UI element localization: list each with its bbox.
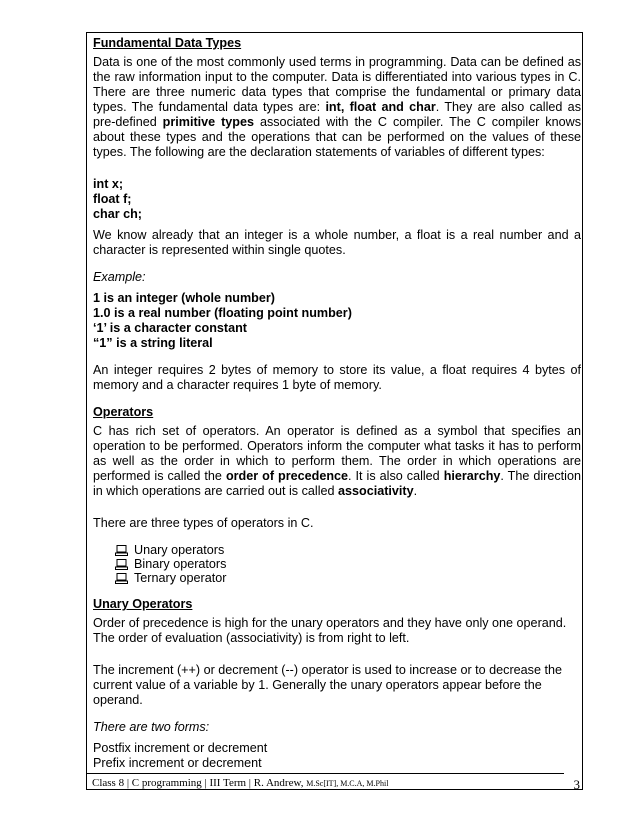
example-label: Example: bbox=[93, 270, 146, 284]
example-line: “1” is a string literal bbox=[93, 336, 213, 350]
computer-icon bbox=[115, 545, 128, 556]
paragraph-operators-intro: C has rich set of operators. An operator is defined as a symbol that specifies an operation to be performed. Operators inform the computer what tasks it has to perform as well as the order in which to perform them. The order in which operations are performed is called the order of precedence. It is also called hierarchy. The direction in which operations are carried out is called associativity. bbox=[93, 424, 581, 498]
paragraph-memory-sizes: An integer requires 2 bytes of memory to store its value, a float requires 4 bytes of memory and a character requires 1 byte of memory. bbox=[93, 363, 581, 392]
list-item: Binary operators bbox=[115, 557, 581, 571]
document-body bbox=[93, 36, 581, 771]
paragraph-types-explained: We know already that an integer is a whole number, a float is a real number and a character is represented within single quotes. bbox=[93, 228, 581, 257]
footer-divider bbox=[86, 773, 564, 774]
operator-types-list bbox=[93, 543, 581, 585]
heading-operators: Operators bbox=[93, 405, 154, 419]
declaration-int: int x; bbox=[93, 177, 124, 191]
example-line: 1.0 is a real number (floating point number) bbox=[93, 306, 352, 320]
example-line: ‘1’ is a character constant bbox=[93, 321, 247, 335]
list-item: Ternary operator bbox=[115, 571, 581, 585]
declaration-char: char ch; bbox=[93, 207, 142, 221]
list-item: Postfix increment or decrement bbox=[93, 741, 268, 755]
forms-list bbox=[93, 741, 581, 771]
footer-text: Class 8 | C programming | III Term | R. Andrew, bbox=[92, 777, 307, 789]
computer-icon bbox=[115, 573, 128, 584]
list-item: Unary operators bbox=[115, 543, 581, 557]
paragraph-increment-decrement: The increment (++) or decrement (--) operator is used to increase or to decrease the current value of a variable by 1. Generally the unary operators appear before the operand. bbox=[93, 663, 562, 707]
declaration-float: float f; bbox=[93, 192, 132, 206]
example-line: 1 is an integer (whole number) bbox=[93, 291, 275, 305]
footer-qualifications: M.Sc[IT], M.C.A, M.Phil bbox=[306, 779, 389, 788]
paragraph-operator-types: There are three types of operators in C. bbox=[93, 516, 314, 530]
computer-icon bbox=[115, 559, 128, 570]
heading-unary-operators: Unary Operators bbox=[93, 597, 193, 611]
declaration-block bbox=[93, 177, 581, 222]
forms-label: There are two forms: bbox=[93, 720, 210, 734]
list-item: Prefix increment or decrement bbox=[93, 756, 262, 770]
paragraph-fundamental-intro: Data is one of the most commonly used terms in programming. Data can be defined as the raw information input to the computer. Data is differentiated into various types in C. There are three numeric data types that comprise the fundamental or primary data types. The fundamental data types are: int, float and char. They are also called as pre-defined primitive types associated with the C compiler. The C compiler knows about these types and the operations that can be performed on the values of these types. The following are the declaration statements of variables of different types: bbox=[93, 55, 581, 159]
heading-fundamental-data-types: Fundamental Data Types bbox=[93, 36, 242, 50]
paragraph-unary-precedence: Order of precedence is high for the unary operators and they have only one operand. The order of evaluation (associativity) is from right to left. bbox=[93, 616, 567, 645]
example-block bbox=[93, 291, 581, 351]
page-footer bbox=[92, 777, 580, 791]
page-number: 3 bbox=[573, 777, 580, 792]
